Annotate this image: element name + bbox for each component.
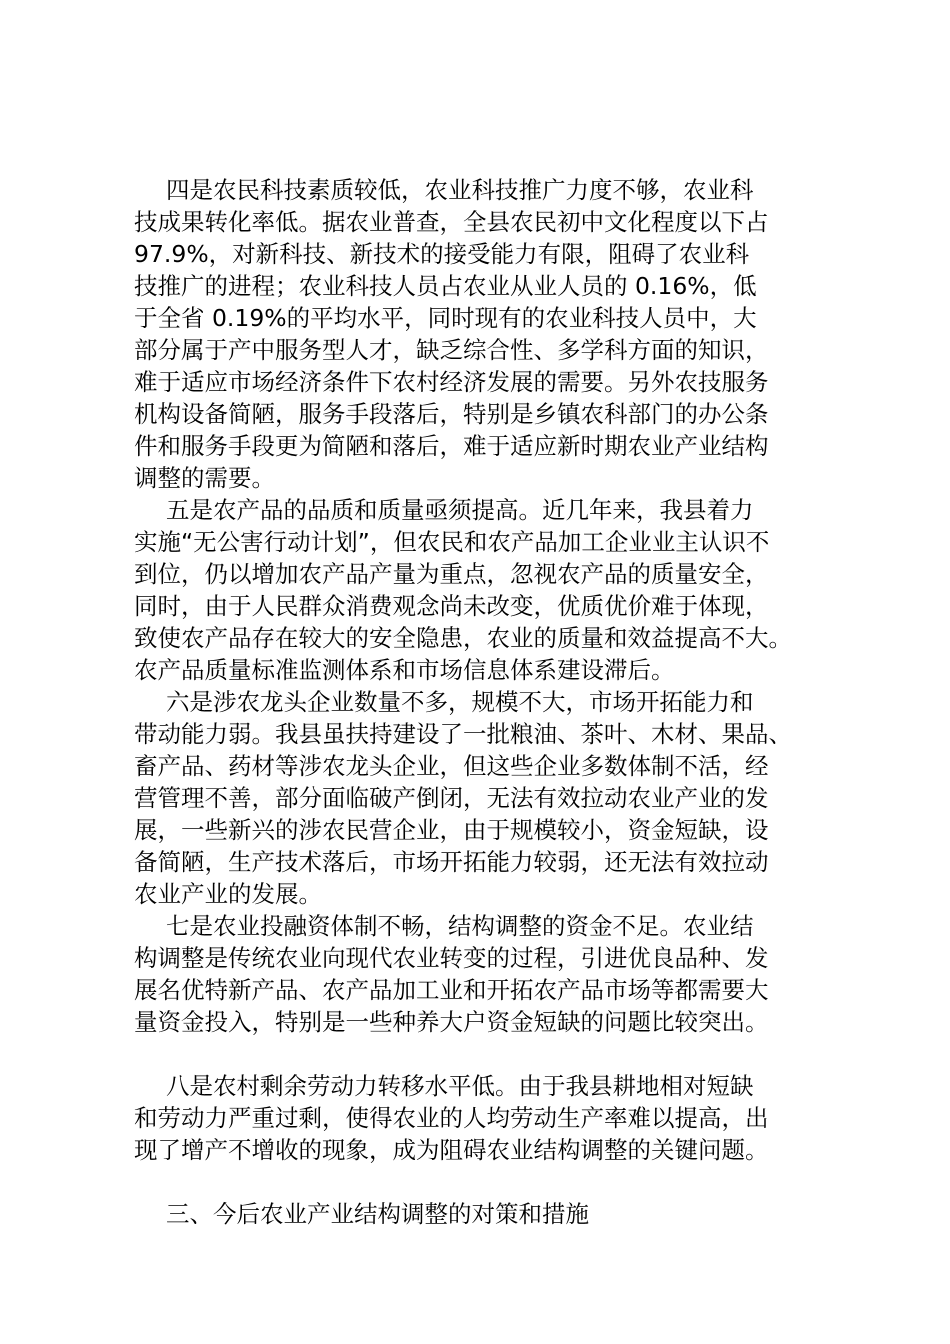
- document-body: [134, 174, 834, 1230]
- text-line: 件和服务手段更为简陋和落后，难于适应新时期农业产业结构: [134, 432, 769, 460]
- text-line: 和劳动力严重过剩，使得农业的人均劳动生产率难以提高，出: [134, 1104, 769, 1132]
- text-line: 部分属于产中服务型人才，缺乏综合性、多学科方面的知识，: [134, 336, 769, 364]
- text-line: 难于适应市场经济条件下农村经济发展的需要。另外农技服务: [134, 368, 769, 396]
- text-line: 构调整是传统农业向现代农业转变的过程，引进优良品种、发: [134, 944, 769, 972]
- text-line: 七是农业投融资体制不畅，结构调整的资金不足。农业结: [166, 912, 754, 940]
- text-line: 调整的需要。: [134, 464, 275, 492]
- text-line: 展名优特新产品、农产品加工业和开拓农产品市场等都需要大: [134, 976, 769, 1004]
- text-line: 六是涉农龙头企业数量不多，规模不大，市场开拓能力和: [166, 688, 754, 716]
- text-line: 于全省 0.19%的平均水平，同时现有的农业科技人员中，大: [134, 304, 757, 332]
- text-line: 现了增产不增收的现象，成为阻碍农业结构调整的关键问题。: [134, 1136, 769, 1164]
- text-line: 营管理不善，部分面临破产倒闭，无法有效拉动农业产业的发: [134, 784, 769, 812]
- section-heading-text: 三、今后农业产业结构调整的对策和措施: [166, 1200, 589, 1228]
- text-line: 致使农产品存在较大的安全隐患，农业的质量和效益提高不大。: [134, 624, 792, 652]
- section-heading: [134, 1198, 834, 1230]
- text-line: 农产品质量标准监测体系和市场信息体系建设滞后。: [134, 656, 675, 684]
- text-line: 技成果转化率低。据农业普查，全县农民初中文化程度以下占: [134, 208, 769, 236]
- text-line: 带动能力弱。我县虽扶持建设了一批粮油、茶叶、木材、果品、: [134, 720, 792, 748]
- paragraph-seven: [134, 910, 834, 1038]
- paragraph-four: [134, 174, 834, 494]
- text-line: 畜产品、药材等涉农龙头企业，但这些企业多数体制不活，经: [134, 752, 769, 780]
- paragraph-eight: [134, 1070, 834, 1166]
- text-line: 技推广的进程；农业科技人员占农业从业人员的 0.16%，低: [134, 272, 757, 300]
- paragraph-spacer: [134, 1038, 834, 1070]
- text-line: 机构设备简陋，服务手段落后，特别是乡镇农科部门的办公条: [134, 400, 769, 428]
- text-line: 到位，仍以增加农产品产量为重点，忽视农产品的质量安全，: [134, 560, 769, 588]
- text-line: 备简陋，生产技术落后，市场开拓能力较弱，还无法有效拉动: [134, 848, 769, 876]
- text-line: 实施“无公害行动计划”，但农民和农产品加工企业业主认识不: [134, 528, 770, 556]
- paragraph-spacer: [134, 1166, 834, 1198]
- text-line: 农业产业的发展。: [134, 880, 322, 908]
- paragraph-five: [134, 494, 834, 686]
- text-line: 展，一些新兴的涉农民营企业，由于规模较小，资金短缺，设: [134, 816, 769, 844]
- paragraph-six: [134, 686, 834, 910]
- text-line: 97.9%，对新科技、新技术的接受能力有限，阻碍了农业科: [134, 240, 750, 268]
- text-line: 量资金投入，特别是一些种养大户资金短缺的问题比较突出。: [134, 1008, 769, 1036]
- text-line: 四是农民科技素质较低，农业科技推广力度不够，农业科: [166, 176, 754, 204]
- text-line: 五是农产品的品质和质量亟须提高。近几年来，我县着力: [166, 496, 754, 524]
- text-line: 同时，由于人民群众消费观念尚未改变，优质优价难于体现，: [134, 592, 769, 620]
- text-line: 八是农村剩余劳动力转移水平低。由于我县耕地相对短缺: [166, 1072, 754, 1100]
